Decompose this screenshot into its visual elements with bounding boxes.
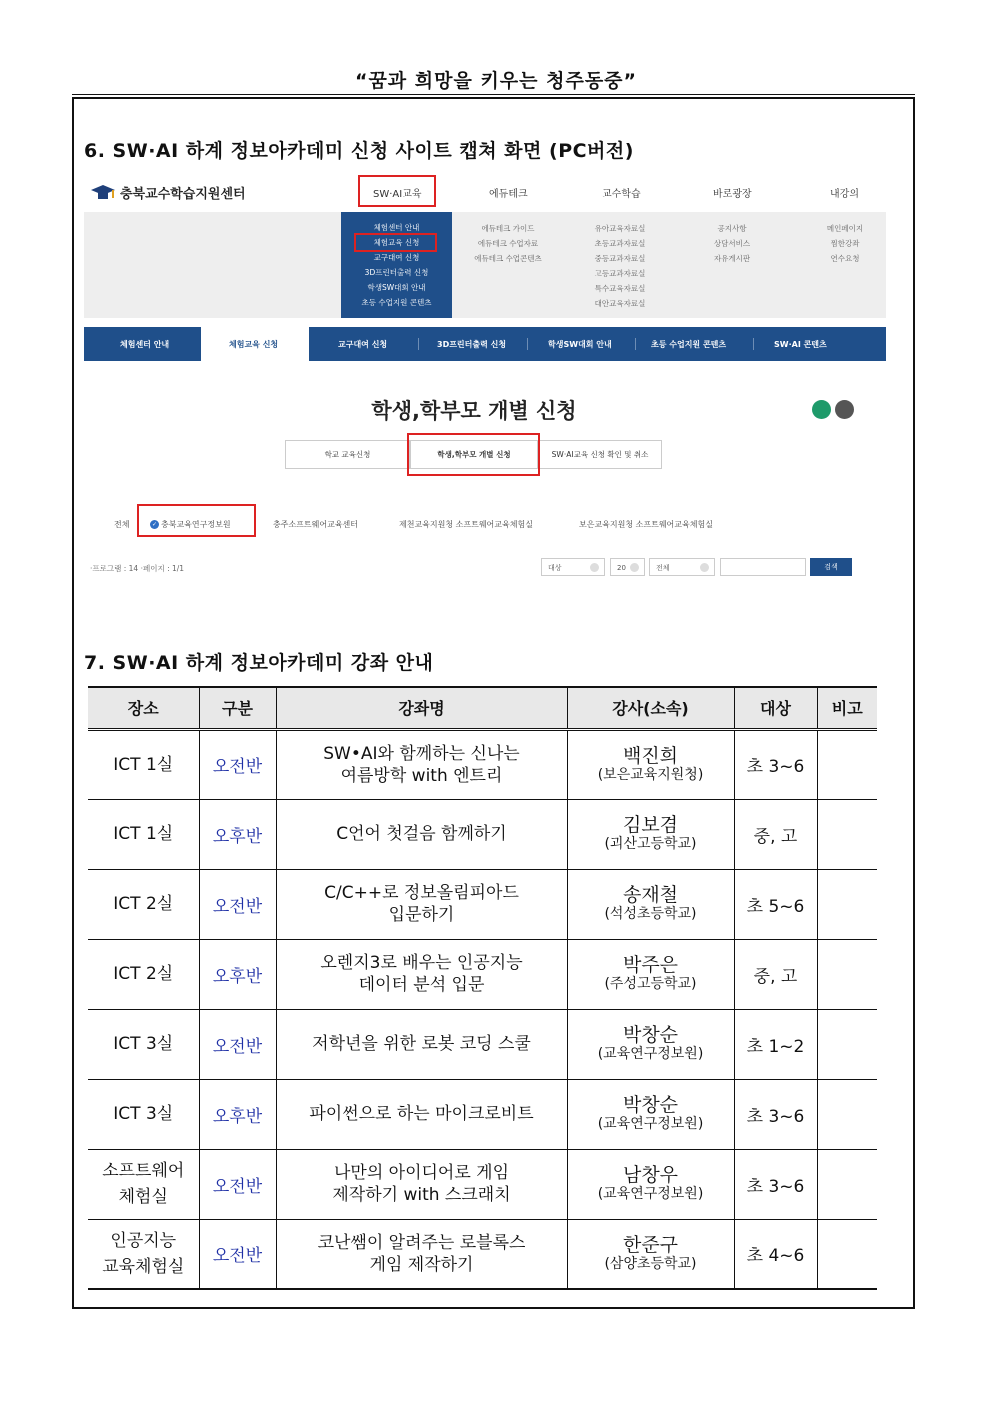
mega-item[interactable]: 에듀테크 가이드 xyxy=(481,224,535,233)
course-title-line: C/C++로 정보올림피아드 xyxy=(324,883,519,903)
cell-course-title xyxy=(276,1079,567,1149)
place-line: ICT 3실 xyxy=(113,1034,174,1054)
table-row xyxy=(88,799,877,869)
mortarboard-icon xyxy=(90,184,116,202)
teacher-name: 백진희 xyxy=(622,744,679,767)
cell-class: 오후반 xyxy=(199,939,276,1009)
cell-class: 오후반 xyxy=(199,799,276,869)
teacher-affiliation: (주성고등학교) xyxy=(604,976,697,992)
teacher-name: 박창순 xyxy=(622,1094,679,1116)
teacher-name: 한준구 xyxy=(622,1233,679,1256)
cell-note xyxy=(817,799,877,869)
mega-item[interactable]: 초등교과자료실 xyxy=(594,239,646,248)
cell-class: 오전반 xyxy=(199,729,276,799)
mega-item[interactable]: 연수요청 xyxy=(830,254,860,263)
place-line: ICT 1실 xyxy=(113,824,174,844)
cell-teacher xyxy=(567,729,734,799)
school-motto: “꿈과 희망을 키우는 청주동중” xyxy=(354,70,638,92)
course-table xyxy=(88,686,877,1290)
section-7-title: 7. SW·AI 하계 정보아카데미 강좌 안내 xyxy=(84,652,434,674)
cell-place xyxy=(88,1009,199,1079)
topnav-teaching[interactable]: 교수학습 xyxy=(602,189,641,200)
chevron-down-icon xyxy=(630,563,639,572)
cell-teacher xyxy=(567,939,734,1009)
col-header-note: 비고 xyxy=(817,687,877,729)
cell-teacher xyxy=(567,1219,734,1289)
col-header-course: 강좌명 xyxy=(276,687,567,729)
tab-school-apply[interactable]: 학교 교육신청 xyxy=(285,440,410,469)
topnav-my-course[interactable]: 내강의 xyxy=(830,189,859,200)
scope-select[interactable] xyxy=(649,558,715,576)
teacher-affiliation: (삼양초등학교) xyxy=(604,1255,697,1272)
cell-course-title xyxy=(276,799,567,869)
search-input[interactable] xyxy=(720,558,806,576)
teacher-name: 송재철 xyxy=(622,884,679,906)
cell-place xyxy=(88,1079,199,1149)
cell-target: 초 4~6 xyxy=(734,1219,817,1289)
subnav-item[interactable]: 초등 수업지원 콘텐츠 xyxy=(651,340,727,349)
teacher-name: 남창우 xyxy=(622,1164,679,1186)
course-title-line: C언어 첫걸음 함께하기 xyxy=(336,824,507,844)
course-title-line: 여름방학 with 엔트리 xyxy=(340,765,503,786)
mega-col-teaching xyxy=(576,223,664,313)
mega-item[interactable]: 특수교육자료실 xyxy=(594,284,646,293)
highlight-box-sw-ai xyxy=(358,175,436,207)
mega-item[interactable]: 에듀테크 수업자료 xyxy=(477,239,539,248)
cell-place xyxy=(88,1149,199,1219)
mega-item[interactable]: 공지사항 xyxy=(717,224,747,233)
cell-note xyxy=(817,1149,877,1219)
table-row xyxy=(88,1079,877,1149)
col-header-place: 장소 xyxy=(88,687,199,729)
place-line: 교육체험실 xyxy=(102,1256,185,1277)
cell-teacher xyxy=(567,799,734,869)
teacher-affiliation: (교육연구정보원) xyxy=(597,1116,704,1132)
place-line: ICT 2실 xyxy=(113,964,174,984)
divider xyxy=(753,338,754,350)
subnav-item[interactable]: 학생SW대회 안내 xyxy=(548,340,612,349)
course-title-line: 나만의 아이디어로 게임 xyxy=(333,1163,510,1183)
scope-select-label: 전체 xyxy=(656,564,670,572)
topnav-sw-ai[interactable]: SW·AI교육 xyxy=(373,189,422,200)
course-title-line: 입문하기 xyxy=(388,905,455,925)
mega-item[interactable]: 초등 수업지원 콘텐츠 xyxy=(361,298,432,307)
cell-target: 초 3~6 xyxy=(734,1079,817,1149)
course-title-line: 파이썬으로 하는 마이크로비트 xyxy=(309,1104,534,1124)
mega-item[interactable]: 메인페이지 xyxy=(826,224,864,233)
mega-item[interactable]: 체험센터 안내 xyxy=(373,223,420,232)
cell-course-title xyxy=(276,729,567,799)
cell-class: 오후반 xyxy=(199,1079,276,1149)
print-icon[interactable] xyxy=(835,400,854,419)
teacher-affiliation: (석성초등학교) xyxy=(604,906,697,922)
sub-nav-bar xyxy=(84,327,886,361)
teacher-name: 박주은 xyxy=(622,954,679,976)
course-title-line: 데이터 분석 입문 xyxy=(358,975,485,995)
divider xyxy=(635,338,636,350)
chevron-down-icon xyxy=(590,563,599,572)
cell-target: 초 5~6 xyxy=(734,869,817,939)
mega-item[interactable]: 자유게시판 xyxy=(713,254,751,263)
highlight-box-tab xyxy=(407,433,540,476)
count-select[interactable] xyxy=(610,558,645,576)
cell-place xyxy=(88,729,199,799)
subnav-item-active[interactable]: 체험교육 신청 xyxy=(229,340,279,349)
highlight-box-experience xyxy=(354,233,437,252)
table-row xyxy=(88,729,877,799)
cell-class: 오전반 xyxy=(199,1009,276,1079)
cell-target: 초 3~6 xyxy=(734,1149,817,1219)
subnav-item[interactable]: 체험센터 안내 xyxy=(120,340,170,349)
subnav-item[interactable]: 교구대여 신청 xyxy=(338,340,388,349)
teacher-affiliation: (교육연구정보원) xyxy=(597,1046,704,1062)
site-capture xyxy=(84,175,886,580)
cell-target: 중, 고 xyxy=(734,799,817,869)
divider xyxy=(418,338,419,350)
teacher-name: 박창순 xyxy=(622,1024,679,1046)
cell-course-title xyxy=(276,1149,567,1219)
cell-note xyxy=(817,939,877,1009)
frame-rule xyxy=(72,94,915,95)
org-selected-label: 충북교육연구정보원 xyxy=(161,520,231,529)
mega-item[interactable]: 찜한강좌 xyxy=(830,239,860,248)
cell-course-title xyxy=(276,1219,567,1289)
org-item[interactable]: 제천교육지원청 소프트웨어교육체험실 xyxy=(399,520,533,529)
search-button[interactable]: 검색 xyxy=(810,558,852,576)
table-row xyxy=(88,1149,877,1219)
mega-col-plaza xyxy=(692,223,772,268)
course-title-line: 게임 제작하기 xyxy=(369,1254,474,1275)
topnav-edutech[interactable]: 에듀테크 xyxy=(489,189,528,200)
col-header-target: 대상 xyxy=(734,687,817,729)
cell-target: 초 3~6 xyxy=(734,729,817,799)
divider xyxy=(527,338,528,350)
cell-note xyxy=(817,1219,877,1289)
cell-place xyxy=(88,799,199,869)
table-row xyxy=(88,1009,877,1079)
cell-note xyxy=(817,1079,877,1149)
cell-place xyxy=(88,939,199,1009)
cell-place xyxy=(88,869,199,939)
org-all[interactable]: 전체 xyxy=(114,520,130,529)
mega-item[interactable]: 학생SW대회 안내 xyxy=(367,283,426,292)
mega-item[interactable]: 대안교육자료실 xyxy=(594,299,646,308)
cell-course-title xyxy=(276,939,567,1009)
target-select-label: 대상 xyxy=(548,564,562,572)
tab-check-cancel[interactable]: SW·AI교육 신청 확인 및 취소 xyxy=(538,440,662,469)
mega-item[interactable]: 유아교육자료실 xyxy=(594,224,646,233)
course-table-body xyxy=(88,729,877,1289)
mega-item[interactable]: 상담서비스 xyxy=(713,239,751,248)
teacher-affiliation: (괴산고등학교) xyxy=(604,836,697,852)
cell-class: 오전반 xyxy=(199,1219,276,1289)
place-line: ICT 3실 xyxy=(113,1104,174,1124)
check-icon: ✓ xyxy=(151,521,158,528)
cell-note xyxy=(817,729,877,799)
teacher-name: 김보겸 xyxy=(622,814,679,836)
count-select-label: 20 xyxy=(617,564,626,572)
target-select[interactable] xyxy=(541,558,605,576)
mega-item[interactable]: 고등교과자료실 xyxy=(594,269,646,278)
place-line: ICT 1실 xyxy=(113,754,174,775)
cell-target: 중, 고 xyxy=(734,939,817,1009)
cell-teacher xyxy=(567,1079,734,1149)
mega-col-my xyxy=(810,223,880,268)
subnav-item[interactable]: 3D프린터출력 신청 xyxy=(437,340,507,349)
course-title-line: 오렌지3로 배우는 인공지능 xyxy=(320,953,523,973)
place-line: 소프트웨어 xyxy=(102,1161,185,1181)
program-info: ·프로그램 : 14 ·페이지 : 1/1 xyxy=(90,564,185,573)
cell-class: 오전반 xyxy=(199,869,276,939)
table-row xyxy=(88,939,877,1009)
org-item[interactable]: 보은교육지원청 소프트웨어교육체험실 xyxy=(579,520,713,529)
col-header-class: 구분 xyxy=(199,687,276,729)
topnav-plaza[interactable]: 바로광장 xyxy=(713,189,752,200)
table-row xyxy=(88,1219,877,1289)
highlight-box-org xyxy=(137,504,256,537)
bookmark-icon[interactable] xyxy=(812,400,831,419)
cell-course-title xyxy=(276,869,567,939)
table-header-row xyxy=(88,687,877,729)
place-line: ICT 2실 xyxy=(113,894,174,914)
mega-item[interactable]: 에듀테크 수업콘텐츠 xyxy=(474,254,542,263)
col-header-teacher: 강사(소속) xyxy=(567,687,734,729)
place-line: 체험실 xyxy=(118,1187,168,1207)
tab-individual-apply[interactable]: 학생,학부모 개별 신청 xyxy=(410,440,538,469)
site-logo[interactable] xyxy=(90,183,246,202)
cell-teacher xyxy=(567,1009,734,1079)
org-item[interactable]: 충주소프트웨어교육센터 xyxy=(273,520,359,529)
cell-teacher xyxy=(567,1149,734,1219)
section-6-title: 6. SW·AI 하계 정보아카데미 신청 사이트 캡쳐 화면 (PC버전) xyxy=(84,140,634,162)
table-row xyxy=(88,869,877,939)
cell-place xyxy=(88,1219,199,1289)
cell-teacher xyxy=(567,869,734,939)
page-heading: 학생,학부모 개별 신청 xyxy=(371,399,577,423)
cell-class: 오전반 xyxy=(199,1149,276,1219)
mega-item[interactable]: 3D프린터출력 신청 xyxy=(364,268,429,277)
course-title-line: 제작하기 with 스크래치 xyxy=(332,1185,511,1205)
mega-item[interactable]: 중등교과자료실 xyxy=(594,254,646,263)
teacher-affiliation: (교육연구정보원) xyxy=(597,1186,704,1202)
cell-note xyxy=(817,1009,877,1079)
cell-note xyxy=(817,869,877,939)
mega-menu-sw-ai xyxy=(341,212,452,318)
course-title-line: 저학년을 위한 로봇 코딩 스쿨 xyxy=(312,1034,531,1054)
mega-col-edutech xyxy=(464,223,552,268)
mega-item[interactable]: 체험교육 신청 xyxy=(373,238,420,247)
mega-item[interactable]: 교구대여 신청 xyxy=(373,253,420,262)
course-title-line: SW•AI와 함께하는 신나는 xyxy=(323,743,520,764)
chevron-down-icon xyxy=(700,563,709,572)
cell-course-title xyxy=(276,1009,567,1079)
course-title-line: 코난쌤이 알려주는 로블록스 xyxy=(317,1232,526,1253)
subnav-item[interactable]: SW·AI 콘텐츠 xyxy=(774,340,827,349)
teacher-affiliation: (보은교육지원청) xyxy=(597,766,704,783)
site-logo-text: 충북교수학습지원센터 xyxy=(120,187,246,202)
place-line: 인공지능 xyxy=(110,1230,177,1251)
cell-target: 초 1~2 xyxy=(734,1009,817,1079)
